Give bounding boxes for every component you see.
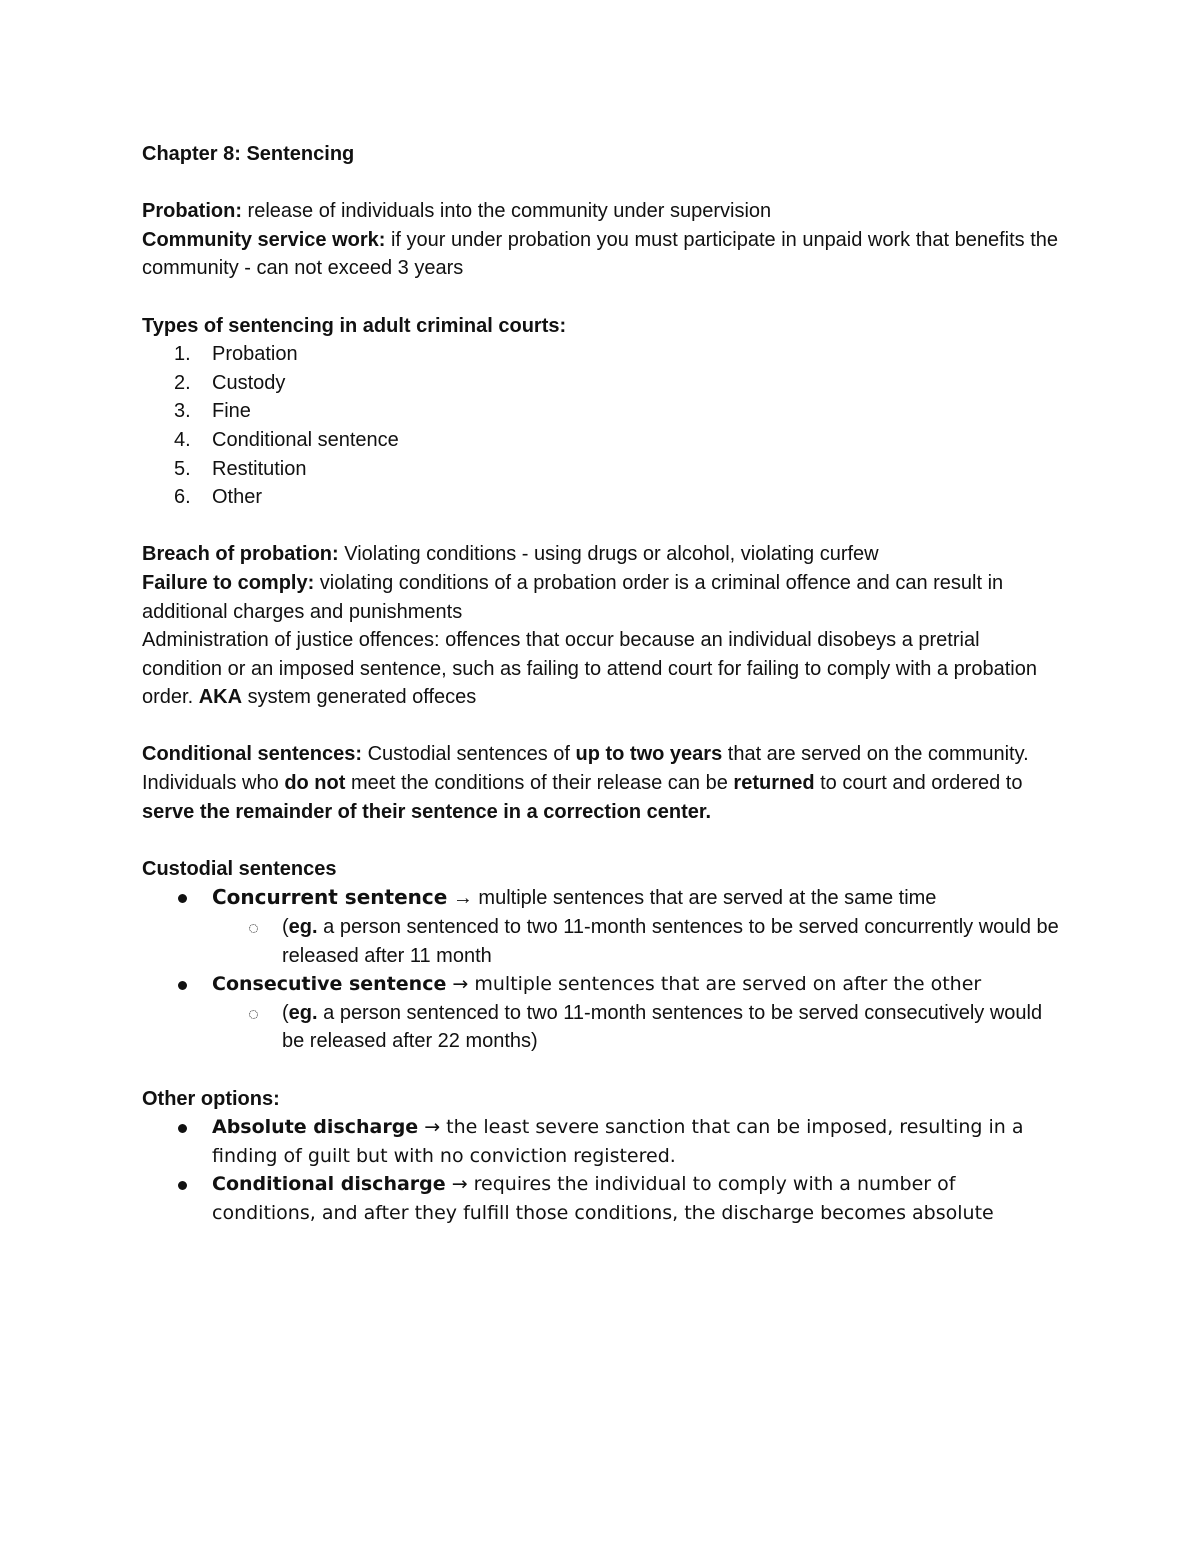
bullet-icon — [178, 894, 187, 903]
conditional-definition: Conditional sentences: Custodial sentences of up to two years that are served on the community. Individuals who do not meet the conditions of their release can be returned to court and ordered to serve the remainder of their sentence in a correction center. — [142, 743, 1029, 823]
bullet-icon — [178, 981, 187, 990]
breach-term: Breach of probation: — [142, 543, 339, 566]
other-list — [142, 1113, 1062, 1227]
conditional-term: Conditional sentences: — [142, 743, 363, 766]
bullet-icon — [178, 1181, 187, 1190]
list-item: 3. Fine — [174, 400, 251, 423]
list-item: 6. Other — [174, 486, 263, 509]
bullet-icon — [178, 1124, 187, 1133]
custodial-list — [142, 883, 1062, 1056]
circle-bullet-icon — [249, 924, 258, 933]
failure-term: Failure to comply: — [142, 571, 315, 594]
admin-definition: Administration of justice offences: offences that occur because an individual disobeys a pretrial condition or an imposed sentence, such as failing to attend court for failing to comply with a probation order. AKA system generated offeces — [142, 629, 1037, 709]
list-item: Consecutive sentence → multiple sentences that are served on after the other (eg. a person sentenced to two 11-month sentences to be served consecutively would be released after 22 months) — [142, 970, 1062, 1056]
community-service-text: if your under probation you must participate in unpaid work that benefits the community - can not exceed 3 years — [142, 228, 1059, 280]
list-item: 5. Restitution — [174, 457, 307, 480]
list-item: (eg. a person sentenced to two 11-month sentences to be served consecutively would be released after 22 months) — [212, 999, 1062, 1056]
probation-definition — [142, 197, 1062, 226]
list-item: Concurrent sentence → multiple sentences that are served at the same time (eg. a person sentenced to two 11-month sentences to be served concurrently would be released after 11 month — [142, 883, 1062, 970]
list-item: 4. Conditional sentence — [174, 428, 399, 451]
other-heading: Other options: — [142, 1087, 280, 1110]
list-item: (eg. a person sentenced to two 11-month sentences to be served concurrently would be released after 11 month — [212, 913, 1062, 970]
list-item: 2. Custody — [174, 371, 286, 394]
probation-text: release of individuals into the community under supervision — [242, 200, 772, 223]
custodial-heading: Custodial sentences — [142, 857, 337, 880]
types-heading: Types of sentencing in adult criminal courts: — [142, 314, 567, 337]
community-service-definition — [142, 226, 1062, 283]
probation-term: Probation: — [142, 200, 242, 223]
types-list — [142, 340, 1062, 512]
list-item: Absolute discharge → the least severe sanction that can be imposed, resulting in a finding of guilt but with no conviction registered. — [142, 1113, 1062, 1170]
list-item: Conditional discharge → requires the individual to comply with a number of conditions, and after they fulfill those conditions, the discharge becomes absolute — [142, 1170, 1062, 1227]
community-service-term: Community service work: — [142, 228, 386, 251]
circle-bullet-icon — [249, 1010, 258, 1019]
list-item: 1. Probation — [174, 343, 298, 366]
page-title: Chapter 8: Sentencing — [142, 143, 355, 165]
breach-definition: Breach of probation: Violating conditions - using drugs or alcohol, violating curfew — [142, 543, 879, 566]
failure-definition: Failure to comply: violating conditions of a probation order is a criminal offence and can result in additional charges and punishments — [142, 571, 1004, 623]
document-body — [142, 140, 1062, 1228]
